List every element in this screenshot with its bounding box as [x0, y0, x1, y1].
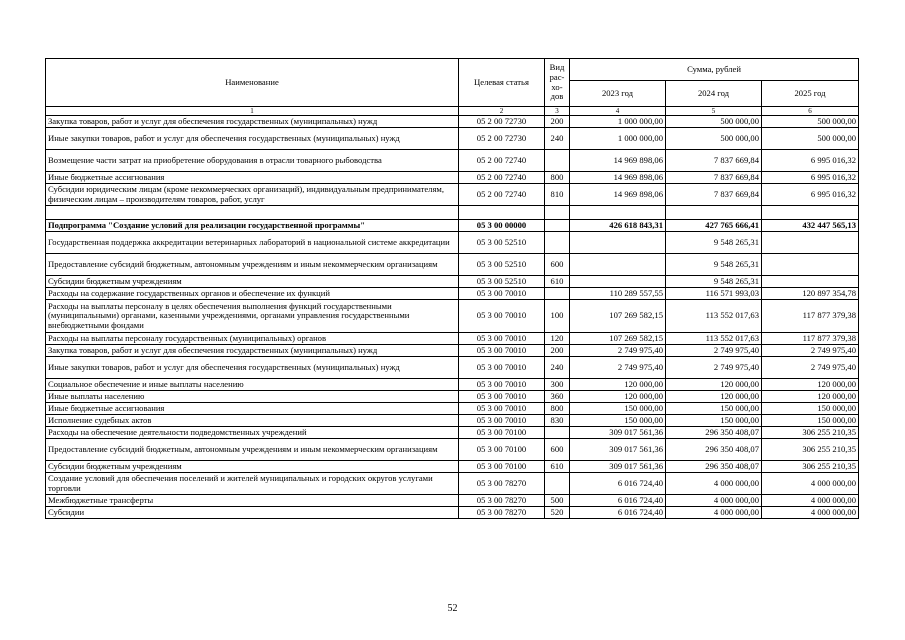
row-target-code: 05 3 00 78270	[459, 507, 545, 519]
table-row	[46, 220, 859, 232]
row-expense-kind: 120	[545, 333, 570, 345]
row-expense-kind: 600	[545, 254, 570, 276]
row-target-code: 05 3 00 70010	[459, 345, 545, 357]
row-name: Иные закупки товаров, работ и услуг для обеспечения государственных (муниципальных) нужд	[46, 128, 459, 150]
row-name: Расходы на обеспечение деятельности подведомственных учреждений	[46, 427, 459, 439]
row-amount-2024: 2 749 975,40	[666, 357, 762, 379]
row-amount-2025: 306 255 210,35	[762, 461, 859, 473]
row-expense-kind: 610	[545, 461, 570, 473]
row-name: Создание условий для обеспечения поселений и жителей муниципальных и городских округов услугами торговли	[46, 473, 459, 495]
table-row	[46, 357, 859, 379]
column-number: 5	[666, 107, 762, 116]
row-expense-kind: 600	[545, 439, 570, 461]
row-amount-2024: 120 000,00	[666, 379, 762, 391]
row-expense-kind	[545, 232, 570, 254]
row-target-code: 05 3 00 70010	[459, 391, 545, 403]
table-row	[46, 507, 859, 519]
row-expense-kind	[545, 220, 570, 232]
row-amount-2025: 306 255 210,35	[762, 427, 859, 439]
row-amount-2023	[570, 232, 666, 254]
row-amount-2024: 113 552 017,63	[666, 333, 762, 345]
header-expense-kind: Вид рас-хо-дов	[545, 59, 570, 107]
row-amount-2023	[570, 254, 666, 276]
row-amount-2025: 4 000 000,00	[762, 473, 859, 495]
row-target-code: 05 3 00 70100	[459, 427, 545, 439]
row-amount-2023: 107 269 582,15	[570, 300, 666, 333]
row-expense-kind: 610	[545, 276, 570, 288]
row-target-code: 05 3 00 70100	[459, 461, 545, 473]
header-target-article: Целевая статья	[459, 59, 545, 107]
row-amount-2023: 6 016 724,40	[570, 495, 666, 507]
row-expense-kind: 800	[545, 172, 570, 184]
table-row	[46, 333, 859, 345]
row-amount-2025: 120 000,00	[762, 391, 859, 403]
row-amount-2023: 120 000,00	[570, 391, 666, 403]
column-number: 2	[459, 107, 545, 116]
row-expense-kind: 300	[545, 379, 570, 391]
row-amount-2024: 7 837 669,84	[666, 184, 762, 206]
row-amount-2023: 14 969 898,06	[570, 150, 666, 172]
table-row	[46, 345, 859, 357]
row-expense-kind	[545, 206, 570, 220]
row-amount-2025: 150 000,00	[762, 403, 859, 415]
table-row	[46, 461, 859, 473]
row-amount-2024: 2 749 975,40	[666, 345, 762, 357]
row-target-code: 05 3 00 70010	[459, 288, 545, 300]
row-name: Иные закупки товаров, работ и услуг для обеспечения государственных (муниципальных) нужд	[46, 357, 459, 379]
table-row	[46, 276, 859, 288]
row-expense-kind: 200	[545, 345, 570, 357]
table-header	[46, 59, 859, 116]
table-body	[46, 116, 859, 519]
row-target-code: 05 2 00 72740	[459, 150, 545, 172]
row-amount-2023: 107 269 582,15	[570, 333, 666, 345]
row-name: Субсидии юридическим лицам (кроме некоммерческих организаций), индивидуальным предпринимателям, физическим лицам – производителям товаров, работ, услуг	[46, 184, 459, 206]
table-row	[46, 206, 859, 220]
row-amount-2023: 1 000 000,00	[570, 128, 666, 150]
row-target-code: 05 3 00 70010	[459, 403, 545, 415]
row-target-code: 05 3 00 78270	[459, 473, 545, 495]
row-target-code: 05 3 00 70010	[459, 333, 545, 345]
table-row	[46, 288, 859, 300]
row-amount-2024: 500 000,00	[666, 116, 762, 128]
header-sum: Сумма, рублей	[570, 59, 859, 81]
row-expense-kind	[545, 427, 570, 439]
row-target-code: 05 3 00 70010	[459, 357, 545, 379]
row-amount-2023: 309 017 561,36	[570, 461, 666, 473]
row-amount-2023: 150 000,00	[570, 403, 666, 415]
header-year-2025: 2025 год	[762, 81, 859, 107]
table-row	[46, 172, 859, 184]
row-amount-2024: 9 548 265,31	[666, 276, 762, 288]
row-amount-2025	[762, 232, 859, 254]
row-amount-2023: 2 749 975,40	[570, 345, 666, 357]
row-amount-2023: 426 618 843,31	[570, 220, 666, 232]
row-amount-2024: 150 000,00	[666, 415, 762, 427]
table-row	[46, 232, 859, 254]
row-amount-2023	[570, 206, 666, 220]
table-row	[46, 391, 859, 403]
row-amount-2024: 120 000,00	[666, 391, 762, 403]
row-amount-2025: 432 447 565,13	[762, 220, 859, 232]
row-amount-2025	[762, 206, 859, 220]
row-expense-kind: 100	[545, 300, 570, 333]
row-name: Предоставление субсидий бюджетным, автономным учреждениям и иным некоммерческим организациям	[46, 439, 459, 461]
column-number: 3	[545, 107, 570, 116]
header-year-2023: 2023 год	[570, 81, 666, 107]
row-amount-2025: 4 000 000,00	[762, 507, 859, 519]
row-name: Субсидии	[46, 507, 459, 519]
row-amount-2025: 120 000,00	[762, 379, 859, 391]
row-target-code: 05 3 00 70010	[459, 379, 545, 391]
row-amount-2024: 116 571 993,03	[666, 288, 762, 300]
row-amount-2024: 7 837 669,84	[666, 150, 762, 172]
row-expense-kind	[545, 150, 570, 172]
row-amount-2025: 117 877 379,38	[762, 300, 859, 333]
row-target-code: 05 3 00 70010	[459, 300, 545, 333]
row-amount-2025: 150 000,00	[762, 415, 859, 427]
row-amount-2023: 2 749 975,40	[570, 357, 666, 379]
row-target-code: 05 2 00 72730	[459, 116, 545, 128]
row-amount-2025: 2 749 975,40	[762, 357, 859, 379]
row-name: Расходы на содержание государственных органов и обеспечение их функций	[46, 288, 459, 300]
row-amount-2025	[762, 254, 859, 276]
row-target-code: 05 3 00 52510	[459, 232, 545, 254]
table-row	[46, 415, 859, 427]
row-amount-2025: 2 749 975,40	[762, 345, 859, 357]
row-target-code: 05 3 00 70100	[459, 439, 545, 461]
row-amount-2023: 14 969 898,06	[570, 184, 666, 206]
row-amount-2023: 14 969 898,06	[570, 172, 666, 184]
page-number: 52	[447, 603, 458, 614]
row-name: Иные выплаты населению	[46, 391, 459, 403]
row-name: Предоставление субсидий бюджетным, автономным учреждениям и иным некоммерческим организациям	[46, 254, 459, 276]
table-row	[46, 300, 859, 333]
row-name: Подпрограмма "Создание условий для реализации государственной программы"	[46, 220, 459, 232]
row-expense-kind: 500	[545, 495, 570, 507]
row-name	[46, 206, 459, 220]
table-row	[46, 379, 859, 391]
row-amount-2024: 9 548 265,31	[666, 254, 762, 276]
row-name: Субсидии бюджетным учреждениям	[46, 461, 459, 473]
row-amount-2023: 6 016 724,40	[570, 507, 666, 519]
row-target-code: 05 3 00 78270	[459, 495, 545, 507]
table-row	[46, 184, 859, 206]
row-amount-2024: 296 350 408,07	[666, 461, 762, 473]
row-expense-kind	[545, 288, 570, 300]
row-amount-2025: 4 000 000,00	[762, 495, 859, 507]
row-amount-2025: 6 995 016,32	[762, 184, 859, 206]
row-amount-2025: 500 000,00	[762, 116, 859, 128]
budget-table	[45, 58, 859, 519]
row-name: Межбюджетные трансферты	[46, 495, 459, 507]
row-expense-kind: 240	[545, 128, 570, 150]
row-amount-2024: 4 000 000,00	[666, 507, 762, 519]
row-name: Расходы на выплаты персоналу государственных (муниципальных) органов	[46, 333, 459, 345]
header-name: Наименование	[46, 59, 459, 107]
row-target-code: 05 3 00 70010	[459, 415, 545, 427]
row-expense-kind	[545, 473, 570, 495]
row-amount-2025: 117 877 379,38	[762, 333, 859, 345]
row-amount-2023	[570, 276, 666, 288]
row-target-code: 05 3 00 52510	[459, 276, 545, 288]
row-expense-kind: 360	[545, 391, 570, 403]
row-expense-kind: 200	[545, 116, 570, 128]
column-number: 6	[762, 107, 859, 116]
row-name: Исполнение судебных актов	[46, 415, 459, 427]
row-name: Иные бюджетные ассигнования	[46, 403, 459, 415]
row-target-code: 05 2 00 72740	[459, 172, 545, 184]
row-amount-2025: 6 995 016,32	[762, 172, 859, 184]
row-amount-2023: 150 000,00	[570, 415, 666, 427]
row-name: Государственная поддержка аккредитации ветеринарных лабораторий в национальной системе аккредитации	[46, 232, 459, 254]
table-row	[46, 403, 859, 415]
row-expense-kind: 810	[545, 184, 570, 206]
row-target-code: 05 2 00 72740	[459, 184, 545, 206]
row-amount-2024: 4 000 000,00	[666, 495, 762, 507]
row-amount-2024: 500 000,00	[666, 128, 762, 150]
table-row	[46, 439, 859, 461]
table-row	[46, 128, 859, 150]
row-amount-2024: 4 000 000,00	[666, 473, 762, 495]
row-amount-2025: 6 995 016,32	[762, 150, 859, 172]
row-expense-kind: 800	[545, 403, 570, 415]
row-amount-2024: 150 000,00	[666, 403, 762, 415]
row-target-code: 05 2 00 72730	[459, 128, 545, 150]
row-amount-2024: 427 765 666,41	[666, 220, 762, 232]
row-amount-2025: 500 000,00	[762, 128, 859, 150]
table-row	[46, 473, 859, 495]
row-amount-2024: 9 548 265,31	[666, 232, 762, 254]
row-name: Расходы на выплаты персоналу в целях обеспечения выполнения функций государственными (муниципальными) органами, казенными учреждениями, органами управления государственными внебюджетными фондами	[46, 300, 459, 333]
row-amount-2024: 296 350 408,07	[666, 439, 762, 461]
row-name: Закупка товаров, работ и услуг для обеспечения государственных (муниципальных) нужд	[46, 116, 459, 128]
row-name: Возмещение части затрат на приобретение оборудования в отрасли товарного рыбоводства	[46, 150, 459, 172]
row-amount-2023: 110 289 557,55	[570, 288, 666, 300]
table-row	[46, 150, 859, 172]
row-amount-2025	[762, 276, 859, 288]
row-amount-2024	[666, 206, 762, 220]
table-row	[46, 254, 859, 276]
row-name: Социальное обеспечение и иные выплаты населению	[46, 379, 459, 391]
row-target-code: 05 3 00 52510	[459, 254, 545, 276]
row-amount-2023: 6 016 724,40	[570, 473, 666, 495]
header-year-2024: 2024 год	[666, 81, 762, 107]
row-amount-2023: 1 000 000,00	[570, 116, 666, 128]
row-target-code: 05 3 00 00000	[459, 220, 545, 232]
row-name: Иные бюджетные ассигнования	[46, 172, 459, 184]
table-row	[46, 427, 859, 439]
row-name: Субсидии бюджетным учреждениям	[46, 276, 459, 288]
row-amount-2024: 7 837 669,84	[666, 172, 762, 184]
row-name: Закупка товаров, работ и услуг для обеспечения государственных (муниципальных) нужд	[46, 345, 459, 357]
column-number: 1	[46, 107, 459, 116]
row-target-code	[459, 206, 545, 220]
row-amount-2023: 120 000,00	[570, 379, 666, 391]
row-expense-kind: 520	[545, 507, 570, 519]
row-amount-2023: 309 017 561,36	[570, 427, 666, 439]
row-amount-2024: 113 552 017,63	[666, 300, 762, 333]
row-amount-2024: 296 350 408,07	[666, 427, 762, 439]
row-expense-kind: 830	[545, 415, 570, 427]
table-row	[46, 116, 859, 128]
row-amount-2023: 309 017 561,36	[570, 439, 666, 461]
row-expense-kind: 240	[545, 357, 570, 379]
row-amount-2025: 306 255 210,35	[762, 439, 859, 461]
table-row	[46, 495, 859, 507]
column-number: 4	[570, 107, 666, 116]
row-amount-2025: 120 897 354,78	[762, 288, 859, 300]
